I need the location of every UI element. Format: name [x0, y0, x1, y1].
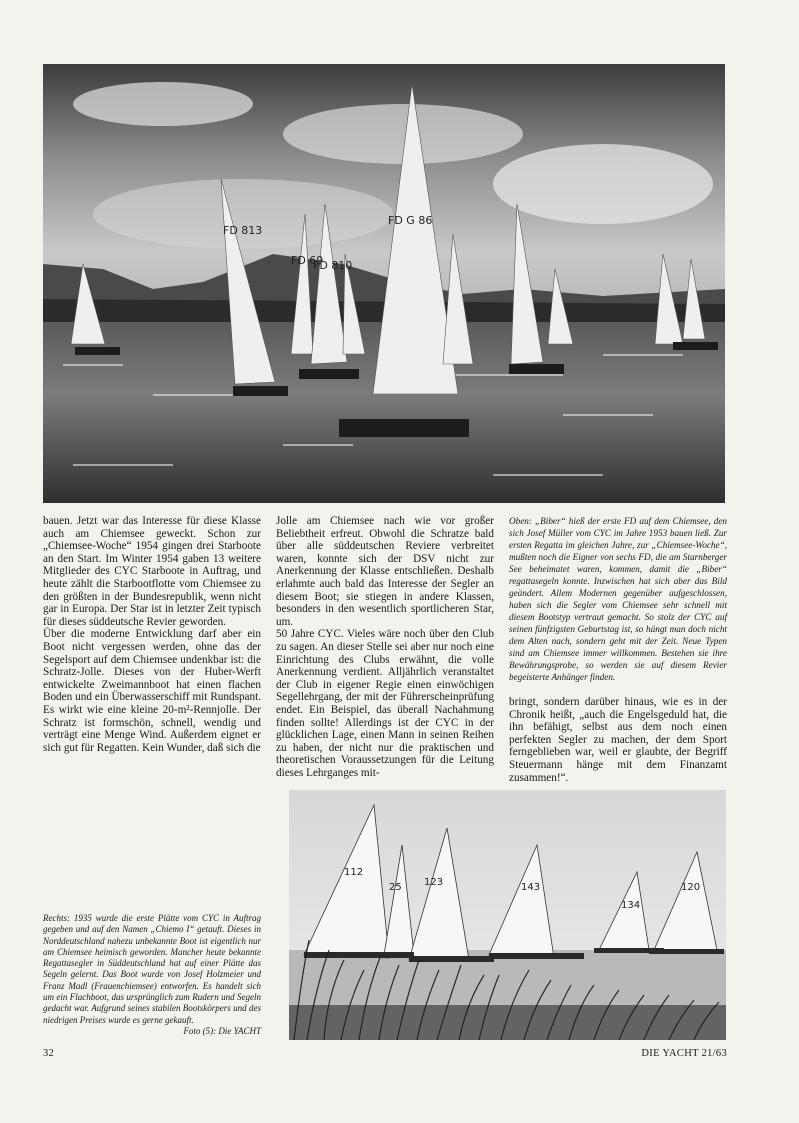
article-column-2 — [276, 515, 494, 779]
paragraph: Jolle am Chiemsee nach wie vor großer Beliebtheit erfreut. Obwohl die Schratze bald über alle süddeutschen Reviere verbreitet waren, konnte sich der DSV nicht zur Anerkennung der Klasse entschließen. Deshalb erlahmte auch bald das Interesse der Segler an diesem Boot; sie stiegen in andere Klassen, besonders in den wesentlich sportlicheren Star, um. — [276, 515, 494, 628]
photo-fd-regatta-graphic — [43, 64, 725, 503]
caption-text: Rechts: 1935 wurde die erste Plätte vom CYC in Auftrag gegeben und auf den Namen „Chiemo I“ getauft. Dieses in Norddeutschland nahezu unbekannte Boot ist eigentlich nur am Chiemsee heimisch geworden. Mancher heute bekannte Regattasegler in Süddeutschland hat auf einer Plätte das Segeln gelernt. Das Boot wurde von Josef Holzmeier und Franz Madl (Frauenchiemsee) entworfen. Es handelt sich um ein Flachboot, das ursprünglich zum Rudern und Segeln gedacht war. Aufgrund seines stabilen Bootskörpers und des niedrigen Preises wurde es gerne gekauft. — [43, 913, 261, 1025]
sail-number-813: FD 813 — [223, 224, 263, 237]
sail-number-143: 143 — [521, 882, 541, 893]
article-column-1 — [43, 515, 261, 754]
sail-number-112: 112 — [344, 867, 364, 878]
photo-fd-regatta — [43, 64, 725, 503]
caption-top-photo — [509, 515, 727, 683]
sail-number-69: FD 69 — [291, 254, 324, 267]
sail-number-g86: FD G 86 — [388, 214, 433, 227]
sail-number-134: 134 — [621, 900, 641, 911]
paragraph: 50 Jahre CYC. Vieles wäre noch über den Club zu sagen. An dieser Stelle sei aber nur noch eine Einrichtung des Clubs erwähnt, die volle Anerkennung verdient. Alljährlich veranstaltet der Club in eigener Regie einen einwöchigen Segellehrgang, der mit der Führerscheinprüfung endet. Ein Beispiel, das überall Nachahmung finden sollte! Allerdings ist der CYC in der glücklichen Lage, einen Mann in seinen Reihen zu haben, der nicht nur die praktischen und theoretischen Voraussetzungen für die Leitung dieses Lehrganges mit- — [276, 628, 494, 779]
page-number: 32 — [43, 1048, 55, 1059]
sail-number-810: FD 810 — [313, 259, 353, 272]
paragraph: Über die moderne Entwicklung darf aber ein Boot nicht vergessen werden, ohne das der Segelsport auf dem Chiemsee undenkbar ist: die Schratz-Jolle. Dieses von der Huber-Werft entwickelte Zweimannboot hat einen flachen Boden und ein Überwasserschiff mit Rundspant. Es wirkt wie eine kleine 20-m²-Rennjolle. Der Schratz ist formschön, schnell, wendig und verträgt eine Menge Wind. Außerdem eignet er sich gut für Regatten. Kein Wunder, daß sich die — [43, 628, 261, 754]
photo-plaette-boats-graphic — [289, 790, 726, 1040]
caption-text: Oben: „Biber“ hieß der erste FD auf dem Chiemsee, den sich Josef Müller vom CYC im Jahre 1953 bauen ließ. Zur ersten Regatta im gleichen Jahre, zur „Chiemsee-Woche“, mußten noch die Eigner von sechs FD, die am Starnberger See beheimatet waren, kommen, damit die „Biber“ regattasegeln konnte. Inzwischen hat sich aber das Bild geändert. Allem Modernen gegenüber aufgeschlossen, haben sich die Segler vom Chiemsee sehr schnell mit diesem Bootstyp vertraut gemacht. So stolz der CYC auf seinen fünfzigsten Geburtstag ist, so hängt man doch nicht dem Alten nach, sondern geht mit der Zeit. Neue Typen sind am Chiemsee immer willkommen. Bestehen sie ihre Bewährungsprobe, so werden sie auf diesem Revier begeisterte Anhänger finden. — [509, 516, 727, 682]
paragraph: bauen. Jetzt war das Interesse für diese Klasse auch am Chiemsee geweckt. Schon zur „Chiemsee-Woche“ 1954 gingen drei Starboote an den Start. Im Winter 1954 gaben 13 weitere Mitglieder des CYC Starboote in Auftrag, und heute zählt die Starbootflotte vom Chiemsee zu den größten in der Bundesrepublik, wenn nicht gar in Europa. Der Star ist in letzter Zeit typisch für dieses süddeutsche Revier geworden. — [43, 515, 261, 628]
photo-credit: Foto (5): Die YACHT — [183, 1025, 261, 1036]
paragraph: bringt, sondern darüber hinaus, wie es in der Chronik heißt, „auch die Engelsgeduld hat, die ihn befähigt, selbst aus dem noch einen perfekten Segler zu machen, der dem Sport ferngeblieben war, weil er glaubte, der Begriff Steuermann hänge mit dem Finanzamt zusammen!“. — [509, 696, 727, 784]
caption-bottom-photo — [43, 913, 261, 1037]
issue-label: DIE YACHT 21/63 — [641, 1048, 727, 1059]
article-column-3 — [509, 696, 727, 784]
photo-plaette-boats — [289, 790, 726, 1040]
sail-number-120: 120 — [681, 882, 701, 893]
sail-number-25: 25 — [389, 882, 402, 893]
sail-number-123: 123 — [424, 877, 444, 888]
